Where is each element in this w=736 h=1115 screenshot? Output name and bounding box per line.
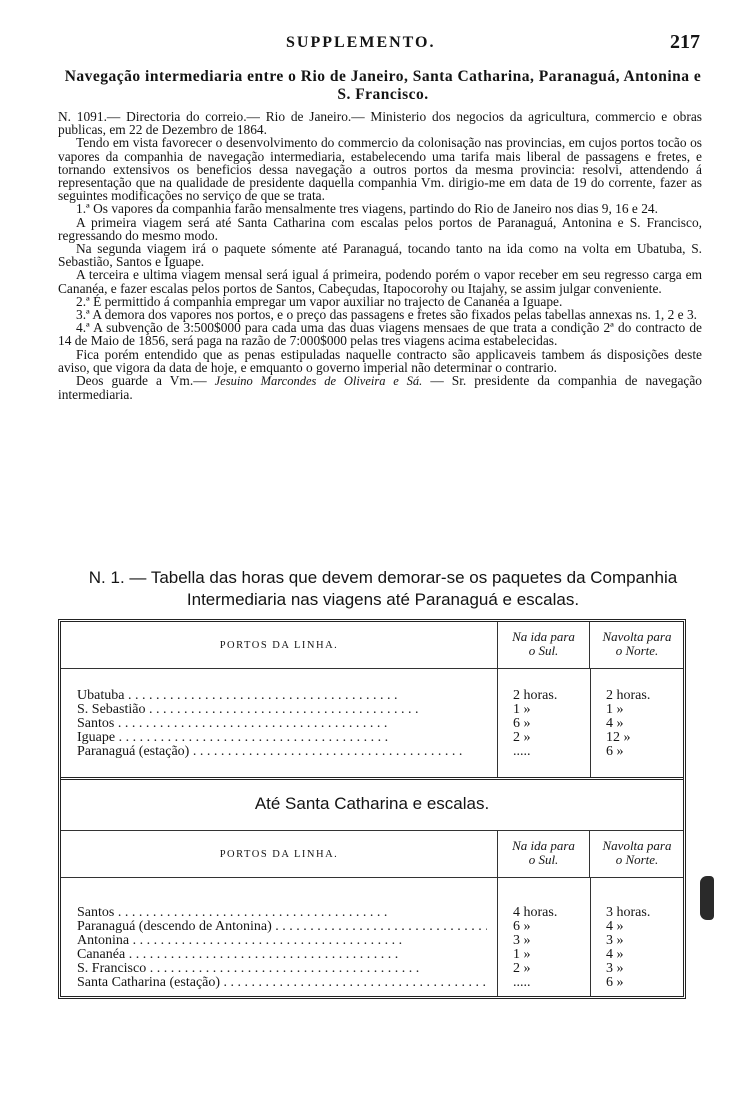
signature: Jesuino Marcondes de Oliveira e Sá. <box>214 374 423 389</box>
col-ida-header <box>498 622 590 668</box>
port-name: Paranaguá (descendo de Antonina) . . . <box>77 920 487 934</box>
col-ports-header: PORTOS DA LINHA. <box>61 831 498 877</box>
ida-value: 2 » <box>513 730 531 745</box>
table-row <box>61 948 683 962</box>
paragraph: Tendo em vista favorecer o desenvolvimento do commercio da colonisação nas provincias, em cujos portos tocão os vapores da companhia de navegação intermediaria, estabelecendo uma tarifa mais liberal de passagens e fretes, e tornando extensivos os beneficios dessa navegação a outros portos da mesma provincia: resolvi, attendendo á representação que na qualidade de presidente daquella companhia Vm. dirigio-me em data de 19 do corrente, fazer as seguintes modificações no serviço de que se trata. <box>58 135 702 204</box>
table-row <box>61 745 683 759</box>
port-name: Santos . . . <box>77 906 487 920</box>
ida-value: 2 horas. <box>513 688 558 703</box>
volta-value: 4 » <box>606 947 624 962</box>
ida-value: 1 » <box>513 947 531 962</box>
section1-rows <box>61 669 683 777</box>
ida-value: 6 » <box>513 919 531 934</box>
paragraph: 4.ª A subvenção de 3:500$000 para cada uma das duas viagens mensaes de que trata a condição 2ª do contracto de 14 de Maio de 1856, será paga na razão de 7:000$000 pelas tres viagens acima estabelecidas. <box>58 320 702 349</box>
col-ida-line1: Na ida para <box>512 838 575 853</box>
port-name: Iguape . . . <box>77 731 487 745</box>
ida-value: 6 » <box>513 716 531 731</box>
volta-value: 2 horas. <box>606 688 651 703</box>
col-volta-line2: o Norte. <box>615 643 659 658</box>
table-row <box>61 962 683 976</box>
table-row <box>61 689 683 703</box>
page-number: 217 <box>670 31 700 53</box>
volta-value: 3 horas. <box>606 905 651 920</box>
ida-value: 2 » <box>513 961 531 976</box>
paragraph: A primeira viagem será até Santa Catharina com escalas pelos portos de Paranaguá, Antonina e S. Francisco, regressando do mesmo modo. <box>58 214 702 243</box>
table-row <box>61 934 683 948</box>
port-name: Santa Catharina (estação) . . . <box>77 976 487 990</box>
port-name: Paranaguá (estação) . . . <box>77 745 487 759</box>
ida-value: 4 horas. <box>513 905 558 920</box>
port-name: Santos . . . <box>77 717 487 731</box>
paragraph: 2.ª É permittido á companhia empregar um vapor auxiliar no trajecto de Cananéa a Iguape. <box>76 293 563 309</box>
paragraph: A terceira e ultima viagem mensal será igual á primeira, podendo porém o vapor receber em seu regresso carga em Cananéa, e fazer escalas pelos portos de Santos, Cabeçudas, Itapocorohy ou Itajahy, se assim julgar conveniente. <box>58 267 702 296</box>
table-heading-line2: Intermediaria nas viagens até Paranaguá e escalas. <box>186 590 580 609</box>
port-name: Cananéa . . . <box>77 948 487 962</box>
col-volta-line2: o Norte. <box>615 852 659 867</box>
paragraph: 3.ª A demora dos vapores nos portos, e o preço das passagens e fretes são fixados pelas tabellas annexas ns. 1, 2 e 3. <box>76 307 697 323</box>
table-header-row <box>61 831 683 878</box>
table-heading-line1: N. 1. — Tabella das horas que devem demorar-se os paquetes da Companhia <box>88 568 678 587</box>
volta-value: 3 » <box>606 961 624 976</box>
table-row <box>61 906 683 920</box>
col-volta-line1: Navolta para <box>602 629 672 644</box>
table-row <box>61 976 683 990</box>
document-body <box>58 110 702 401</box>
volta-value: 12 » <box>606 730 631 745</box>
document-title: Navegação intermediaria entre o Rio de Janeiro, Santa Catharina, Paranaguá, Antonina e S. Francisco. <box>64 68 702 103</box>
paragraph: Na segunda viagem irá o paquete sómente até Paranaguá, tocando tanto na ida como na volta em Ubatuba, S. Sebastião, Santos e Iguape. <box>58 241 702 270</box>
paragraph: 1.ª Os vapores da companhia farão mensalmente tres viagens, partindo do Rio de Janeiro nos dias 9, 16 e 24. <box>76 201 658 217</box>
port-name: Ubatuba . . . <box>77 689 487 703</box>
table-header-row <box>61 622 683 669</box>
col-volta-header <box>591 831 683 877</box>
table-row <box>61 731 683 745</box>
volta-value: 1 » <box>606 702 624 717</box>
volta-value: 3 » <box>606 933 624 948</box>
col-volta-header <box>591 622 683 668</box>
col-ida-line2: o Sul. <box>528 852 559 867</box>
closing-paragraph <box>58 374 702 401</box>
port-name: S. Sebastião . . . <box>77 703 487 717</box>
volta-value: 4 » <box>606 919 624 934</box>
ida-value: 1 » <box>513 702 531 717</box>
col-ida-header <box>498 831 590 877</box>
ida-value: ..... <box>513 744 531 759</box>
closing-before: Deos guarde a Vm.— <box>76 373 215 389</box>
ida-value: ..... <box>513 975 531 990</box>
paragraph: N. 1091.— Directoria do correio.— Rio de Janeiro.— Ministerio dos negocios da agricultura, commercio e obras publicas, em 22 de Dezembro de 1864. <box>58 109 702 138</box>
port-name: S. Francisco . . . <box>77 962 487 976</box>
running-head: SUPPLEMENTO. <box>286 34 436 51</box>
paragraph: Fica porém entendido que as penas estipuladas naquelle contracto são applicaveis tambem ás disposições deste aviso, que vigora da data de hoje, e emquanto o governo imperial não determinar o contrario. <box>58 346 702 375</box>
section2-rows <box>61 878 683 996</box>
col-ida-line2: o Sul. <box>528 643 559 658</box>
volta-value: 4 » <box>606 716 624 731</box>
schedule-table <box>58 619 686 999</box>
section2-title: Até Santa Catharina e escalas. <box>61 777 683 831</box>
ida-value: 3 » <box>513 933 531 948</box>
table-row <box>61 920 683 934</box>
table-row <box>61 717 683 731</box>
volta-value: 6 » <box>606 975 624 990</box>
col-ida-line1: Na ida para <box>512 629 575 644</box>
running-header <box>0 31 736 58</box>
volta-value: 6 » <box>606 744 624 759</box>
port-name: Antonina . . . <box>77 934 487 948</box>
col-volta-line1: Navolta para <box>602 838 672 853</box>
table-row <box>61 703 683 717</box>
table-heading <box>58 567 708 611</box>
col-ports-header: PORTOS DA LINHA. <box>61 622 498 668</box>
ink-blot <box>700 876 714 920</box>
closing-after: — Sr. presidente da companhia de navegação intermediaria. <box>58 373 702 403</box>
